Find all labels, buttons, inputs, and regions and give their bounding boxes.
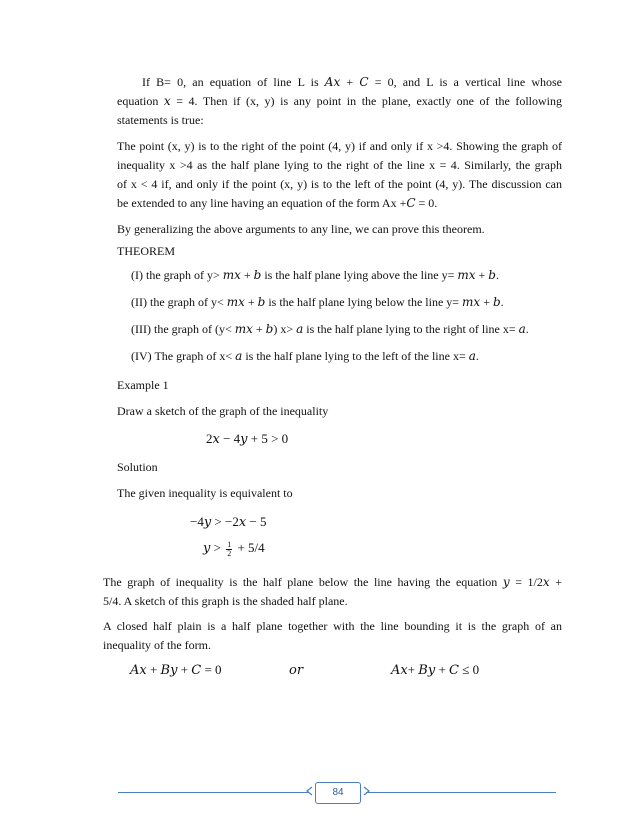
step2-rhs: + 5/4 bbox=[237, 540, 265, 555]
step2-fraction bbox=[226, 541, 232, 558]
para2-line2: inequality x >4 as the half plane lying to the right of the line x = 4. Similarly, the graph bbox=[117, 158, 562, 172]
solution-intro: The given inequality is equivalent to bbox=[117, 486, 293, 500]
example-prompt: Draw a sketch of the graph of the inequality bbox=[117, 404, 329, 418]
para5-line1: A closed half plain is a half plane together with the line bounding it is the graph of an bbox=[103, 619, 562, 633]
solution-label: Solution bbox=[117, 460, 158, 474]
para1-line3: statements is true: bbox=[117, 113, 204, 127]
para4-line2: 5/4. A sketch of this graph is the shaded half plane. bbox=[103, 594, 348, 608]
theorem-item-2: (II) the graph of y< 𝑚𝑥 + 𝑏 is the half plane lying below the line y= 𝑚𝑥 + 𝑏. bbox=[131, 295, 504, 309]
para3: By generalizing the above arguments to any line, we can prove this theorem. bbox=[117, 222, 485, 236]
para5-line2: inequality of the form. bbox=[103, 638, 211, 652]
solution-step-1: −4𝑦 > −2𝑥 − 5 bbox=[190, 514, 267, 529]
final-equation-or: 𝑜𝑟 bbox=[289, 662, 304, 677]
example-label: Example 1 bbox=[117, 378, 169, 392]
footer-rule-right bbox=[366, 792, 556, 793]
para2-line4: be extended to any line having an equation of the form Ax +𝐶 = 0. bbox=[117, 196, 438, 210]
theorem-item-3: (III) the graph of (y< 𝑚𝑥 + 𝑏) x> 𝑎 is the half plane lying to the right of line x= 𝑎. bbox=[131, 322, 529, 336]
para1-line1: If B= 0, an equation of line L is 𝐴𝑥 + 𝐶 = 0, and L is a vertical line whose bbox=[142, 75, 562, 89]
step2-fraction-denominator: 2 bbox=[227, 548, 232, 558]
page-number: 84 bbox=[315, 782, 361, 804]
para1-line2: equation 𝑥 = 4. Then if (x, y) is any point in the plane, exactly one of the following bbox=[117, 94, 562, 108]
chevron-left-icon bbox=[304, 786, 314, 796]
footer-rule-left bbox=[118, 792, 308, 793]
final-equation-left: 𝐴𝑥 + 𝐵𝑦 + 𝐶 = 0 bbox=[130, 662, 222, 677]
para2-line3: of x < 4 if, and only if the point (x, y) is to the left of the point (4, y). The discussion can bbox=[117, 177, 562, 191]
para2-line1: The point (x, y) is to the right of the point (4, y) if and only if x >4. Showing the graph of bbox=[117, 139, 562, 153]
chevron-right-icon bbox=[362, 786, 372, 796]
step2-lhs: 𝑦 > bbox=[203, 540, 221, 555]
theorem-heading: THEOREM bbox=[117, 244, 175, 258]
solution-step-2 bbox=[203, 540, 265, 558]
final-equation-right: 𝐴𝑥+ 𝐵𝑦 + 𝐶 ≤ 0 bbox=[391, 662, 480, 677]
theorem-item-1: (I) the graph of y> 𝑚𝑥 + 𝑏 is the half plane lying above the line y= 𝑚𝑥 + 𝑏. bbox=[131, 268, 499, 282]
example-inequality: 2𝑥 − 4𝑦 + 5 > 0 bbox=[206, 431, 289, 446]
para4-line1: The graph of inequality is the half plane below the line having the equation 𝑦 = 1/2𝑥 + bbox=[103, 575, 562, 589]
theorem-item-4: (IV) The graph of x< 𝑎 is the half plane lying to the left of the line x= 𝑎. bbox=[131, 349, 479, 363]
step2-fraction-numerator: 1 bbox=[227, 539, 232, 549]
